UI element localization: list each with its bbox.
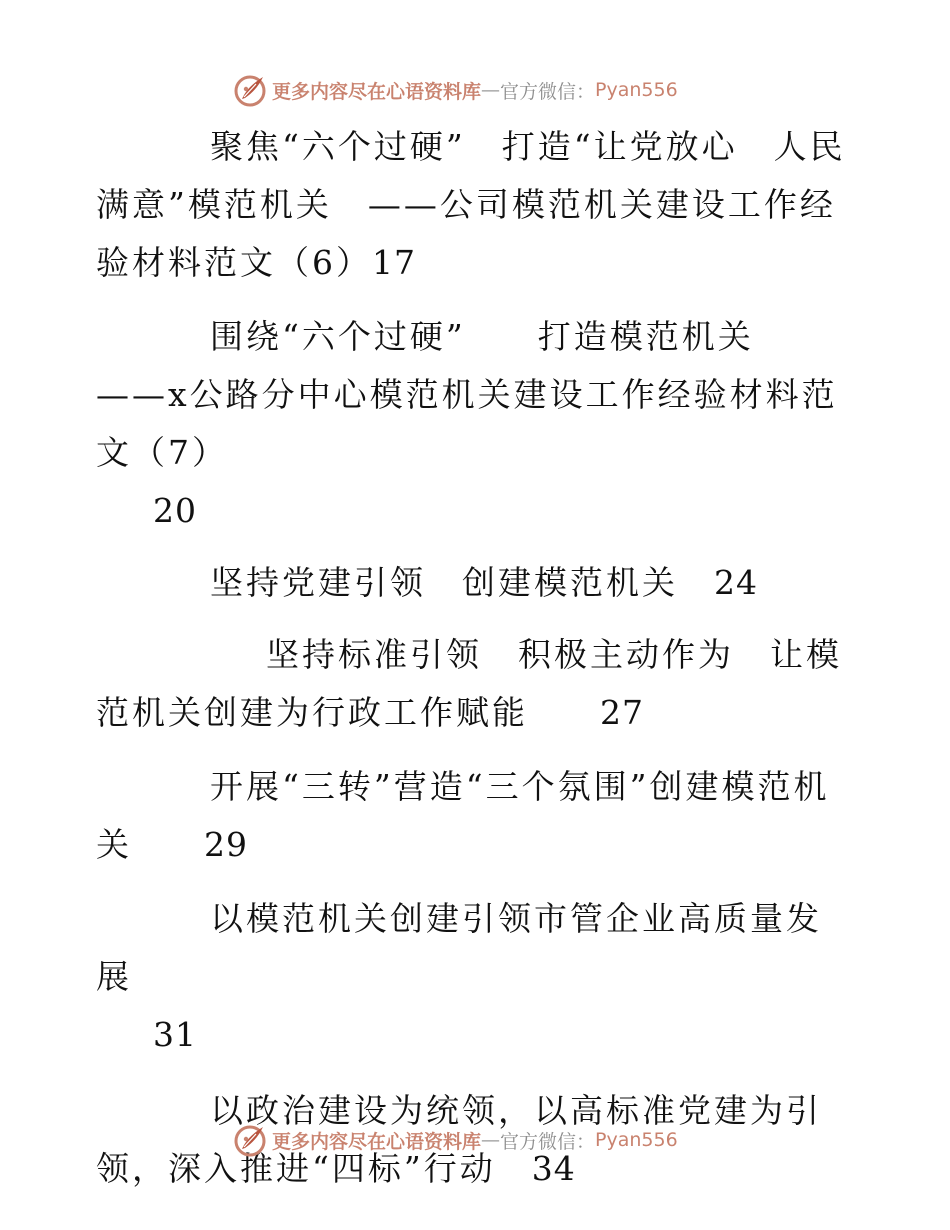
watermark-label: 官方微信： <box>500 80 596 103</box>
toc-entry-page: 17 <box>372 243 416 282</box>
toc-entry[interactable] <box>96 554 846 612</box>
watermark-brand: 更多内容尽在心语资料库 <box>272 1130 482 1153</box>
toc-entry-page: 20 <box>153 491 197 530</box>
watermark-id: Pyan556 <box>595 1129 678 1151</box>
toc-entry-title: 开展“三转”营造“三个氛围”创建模范机关 <box>96 767 830 864</box>
toc-entry[interactable] <box>96 118 846 292</box>
footer-watermark <box>232 1120 678 1160</box>
toc-entry-title: 坚持党建引领 创建模范机关 <box>210 563 678 602</box>
watermark-dash: — <box>481 79 501 101</box>
header-watermark <box>232 70 678 110</box>
toc-entry-title: 聚焦“六个过硬” 打造“让党放心 人民满意”模范机关 ——公司模范机关建设工作经验材料范文（6） <box>96 127 846 282</box>
toc-entry[interactable] <box>96 890 846 1064</box>
toc-entry-page: 24 <box>714 563 758 602</box>
toc-entry[interactable] <box>96 308 846 540</box>
watermark-brand: 更多内容尽在心语资料库 <box>272 80 482 103</box>
quill-logo-icon <box>232 72 268 108</box>
toc-entry-page: 31 <box>153 1015 197 1054</box>
toc-entry-page: 34 <box>531 1149 576 1188</box>
toc-entry-title: 坚持标准引领 积极主动作为 让模范机关创建为行政工作赋能 <box>96 635 842 732</box>
toc-list <box>96 118 846 1198</box>
toc-entry[interactable] <box>96 758 846 874</box>
toc-entry-page: 29 <box>204 825 248 864</box>
watermark-label: 官方微信： <box>500 1130 596 1153</box>
toc-entry-title: 以模范机关创建引领市管企业高质量发展 <box>96 899 822 996</box>
watermark-dash: — <box>481 1129 501 1151</box>
quill-logo-icon <box>232 1122 268 1158</box>
toc-entry-page: 27 <box>600 693 644 732</box>
toc-entry-title: 以政治建设为统领，以高标准党建为引领，深入推进“四标”行动 <box>96 1091 822 1188</box>
toc-entry-title: 围绕“六个过硬” 打造模范机关 ——x公路分中心模范机关建设工作经验材料范文（7） <box>96 317 838 472</box>
toc-entry[interactable] <box>96 626 846 742</box>
watermark-id: Pyan556 <box>595 79 678 101</box>
